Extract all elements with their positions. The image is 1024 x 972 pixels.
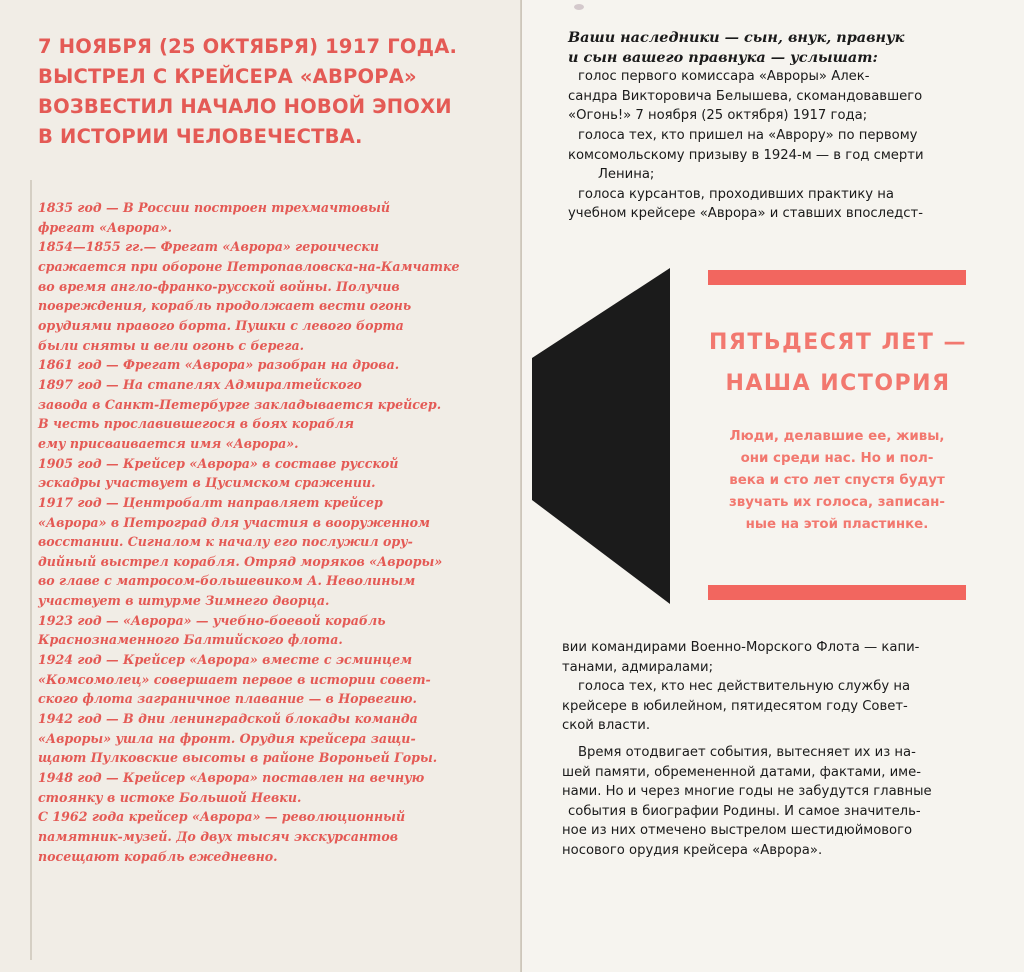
chronology-line: 1897 год — На стапелях Адмиралтейского — [38, 376, 362, 392]
trapezoid-shape — [532, 268, 670, 604]
ink-smudge — [574, 4, 584, 10]
chronology-line: «Комсомолец» совершает первое в истории совет- — [38, 671, 431, 687]
heading-line: ВЫСТРЕЛ С КРЕЙСЕРА «АВРОРА» — [38, 65, 417, 88]
feature-text-line: ные на этой пластинке. — [745, 517, 929, 532]
chronology-line: участвует в штурме Зимнего дворца. — [38, 593, 330, 609]
outro-line: ской власти. — [562, 718, 651, 734]
intro-line: «Огонь!» 7 ноября (25 октября) 1917 года; — [568, 108, 868, 124]
chronology-line: «Авроры» ушла на фронт. Орудия крейсера защи- — [38, 730, 416, 746]
chronology-line: повреждения, корабль продолжает вести огонь — [38, 298, 412, 314]
outro-line: голоса тех, кто нес действительную службу на — [578, 679, 911, 695]
feature-text-line: Люди, делавшие ее, живы, — [729, 429, 945, 444]
chronology-line: фрегат «Аврора». — [38, 219, 172, 235]
outro-line: вии командирами Военно-Морского Флота — капи- — [562, 640, 920, 655]
feature-text-line: они среди нас. Но и пол- — [740, 451, 934, 466]
chronology-line: были сняты и вели огонь с берега. — [38, 337, 305, 353]
intro-line: голос первого комиссара «Авроры» Алек- — [578, 69, 870, 85]
feature-title-line: ПЯТЬДЕСЯТ ЛЕТ — — [709, 330, 967, 355]
outro-line: Время отодвигает события, вытесняет их из на- — [578, 744, 916, 760]
chronology-line: завода в Санкт-Петербурге закладывается крейсер. — [38, 396, 442, 412]
chronology-line: С 1962 года крейсер «Аврора» — революционный — [38, 809, 406, 825]
chronology-line: 1948 год — Крейсер «Аврора» поставлен на вечную — [38, 770, 425, 786]
page-crease — [30, 180, 32, 960]
chronology-line: В честь прославившегося в боях корабля — [38, 416, 355, 432]
outro-text — [562, 638, 1002, 861]
red-bar-bottom — [708, 585, 966, 600]
chronology-line: 1923 год — «Аврора» — учебно-боевой корабль — [38, 612, 386, 628]
chronology-line: стоянку в истоке Большой Невки. — [38, 789, 302, 805]
right-page — [522, 0, 1024, 972]
outro-line: ное из них отмечено выстрелом шестидюймового — [562, 823, 913, 839]
chronology-line: эскадры участвует в Цусимском сражении. — [38, 475, 376, 491]
feature-title — [698, 322, 978, 404]
chronology-line: 1905 год — Крейсер «Аврора» в составе русской — [38, 455, 399, 471]
chronology-line: посещают корабль ежедневно. — [38, 848, 278, 864]
paragraph-gap — [562, 736, 1002, 743]
intro-line: учебном крейсере «Аврора» и ставших впоследст- — [568, 206, 923, 222]
black-trapezoid-graphic — [532, 268, 672, 604]
feature-title-line: НАША ИСТОРИЯ — [725, 371, 951, 396]
chronology-line: ему присваивается имя «Аврора». — [38, 435, 299, 451]
intro-line: Ленина; — [598, 167, 655, 183]
feature-text-line: века и сто лет спустя будут — [729, 473, 945, 488]
intro-line: голоса курсантов, проходивших практику на — [578, 186, 895, 202]
chronology-line: восстании. Сигналом к началу его послужил ору- — [38, 534, 413, 550]
chronology-line: орудиями правого борта. Пушки с левого борта — [38, 317, 404, 333]
intro-line: сандра Викторовича Белышева, скомандовавшего — [568, 88, 923, 104]
chronology-line: щают Пулковские высоты в районе Вороньей Горы. — [38, 750, 438, 766]
chronology-line: 1835 год — В России построен трехмачтовый — [38, 200, 391, 215]
chronology-line: 1861 год — Фрегат «Аврора» разобран на дрова. — [38, 357, 400, 373]
outro-line: танами, адмиралами; — [562, 659, 714, 675]
chronology-line: «Аврора» в Петроград для участия в вооруженном — [38, 514, 431, 530]
feature-text-line: звучать их голоса, записан- — [729, 495, 945, 510]
chronology-line: 1917 год — Центробалт направляет крейсер — [38, 494, 383, 510]
feature-text — [706, 426, 968, 536]
heading-line: 7 НОЯБРЯ (25 ОКТЯБРЯ) 1917 ГОДА. — [38, 35, 458, 58]
chronology-line: 1924 год — Крейсер «Аврора» вместе с эсминцем — [38, 652, 413, 668]
chronology-line: памятник-музей. До двух тысяч экскурсантов — [38, 829, 399, 844]
chronology-line: 1942 год — В дни ленинградской блокады команда — [38, 711, 418, 727]
left-heading — [38, 32, 508, 152]
chronology-line: сражается при обороне Петропавловска-на-Камчатке — [38, 258, 460, 274]
chronology-line: дийный выстрел корабля. Отряд моряков «Авроры» — [38, 553, 443, 569]
chronology-line: во время англо-франко-русской войны. Получив — [38, 278, 400, 294]
red-bar-top — [708, 270, 966, 285]
intro-text — [568, 28, 1008, 224]
heading-line: В ИСТОРИИ ЧЕЛОВЕЧЕСТВА. — [38, 125, 363, 148]
intro-line: голоса тех, кто пришел на «Аврору» по первому — [578, 127, 918, 143]
intro-bold-line: и сын вашего правнука — услышат: — [568, 48, 878, 66]
outro-line: события в биографии Родины. И самое значитель- — [568, 803, 921, 819]
chronology-line: Краснознаменного Балтийского флота. — [38, 632, 343, 648]
chronology-text — [38, 198, 508, 866]
intro-bold-line: Ваши наследники — сын, внук, правнук — [568, 29, 905, 46]
outro-line: носового орудия крейсера «Аврора». — [562, 842, 823, 858]
outro-line: шей памяти, обремененной датами, фактами, име- — [562, 764, 921, 780]
chronology-line: 1854—1855 гг.— Фрегат «Аврора» героически — [38, 239, 379, 255]
outro-line: нами. Но и через многие годы не забудутся главные — [562, 784, 932, 800]
outro-line: крейсере в юбилейном, пятидесятом году Совет- — [562, 698, 908, 714]
chronology-line: во главе с матросом-большевиком А. Неволиным — [38, 573, 416, 589]
intro-line: комсомольскому призыву в 1924-м — в год смерти — [568, 147, 924, 163]
chronology-line: ского флота заграничное плавание — в Норвегию. — [38, 691, 417, 707]
heading-line: ВОЗВЕСТИЛ НАЧАЛО НОВОЙ ЭПОХИ — [38, 95, 452, 118]
